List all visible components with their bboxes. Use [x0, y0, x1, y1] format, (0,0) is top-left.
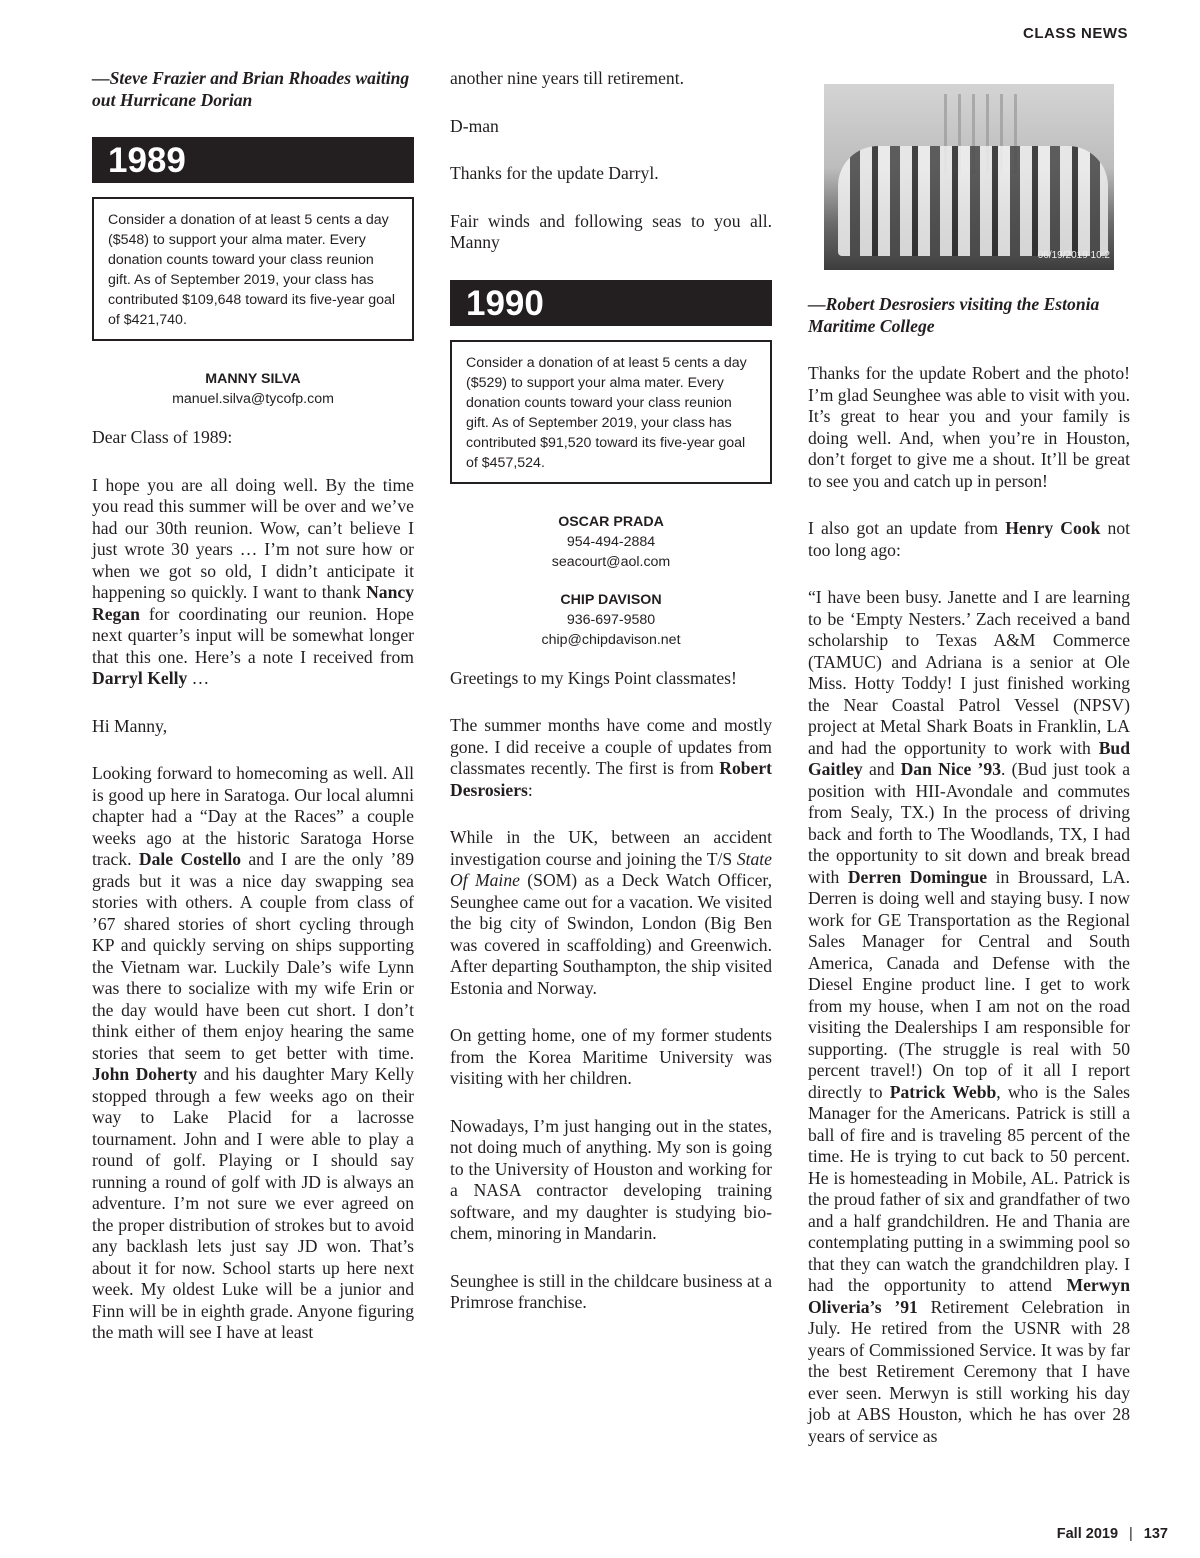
classmate-name: Darryl Kelly [92, 668, 188, 688]
paragraph: Nowadays, I’m just hanging out in the states, not doing much of anything. My son is going to the University of Houston and working for a NASA contractor developing training software, and my daughter is studying bio-chem, minoring in Mandarin. [450, 1115, 772, 1243]
paragraph: Hi Manny, [92, 715, 168, 736]
contact-phone: 954-494-2884 [566, 533, 656, 550]
paragraph: another nine years till retirement. [450, 68, 685, 88]
class-contact [450, 512, 772, 572]
paragraph: Thanks for the update Robert and the photo! I’m glad Seunghee was able to visit with you. It’s great to hear you and your family is doing well. And, when you’re in Houston, don’t forget to give me a shout. It’ll be great to see you and catch up in person! [808, 363, 1131, 491]
paragraph: Thanks for the update Darryl. [450, 163, 659, 183]
paragraph: I also got an update from Henry Cook not too long ago: [808, 518, 1130, 560]
classmate-name: Nancy Regan [92, 582, 414, 624]
contact-name: MANNY SILVA [205, 371, 301, 387]
classmate-name: Merwyn Oliveria’s ’91 [808, 1275, 1130, 1317]
footer-separator: | [1129, 1526, 1133, 1542]
classmate-name: Bud Gaitley [808, 737, 1130, 779]
section-label: CLASS NEWS [1022, 25, 1128, 42]
page-footer [1057, 1526, 1168, 1542]
paragraph: The summer months have come and mostly gone. I did receive a couple of updates from classmates recently. The first is from Robert Desrosiers: [450, 715, 772, 800]
donation-box: Consider a donation of at least 5 cents a day ($529) to support your alma mater. Every donation counts toward your class reunion gift. As of September 2019, your class has contributed $91,520 toward its five-year goal of $457,524. [450, 340, 772, 484]
class-contact [92, 369, 414, 409]
donation-box: Consider a donation of at least 5 cents a day ($548) to support your alma mater. Every donation counts toward your class reunion gift. As of September 2019, your class has contributed $109,648 toward its five-year goal of $421,740. [92, 197, 414, 341]
paragraph: D-man [450, 115, 499, 136]
class-contact [450, 590, 772, 650]
photo-caption: —Steve Frazier and Brian Rhoades waiting out Hurricane Dorian [92, 68, 410, 110]
classmate-name: Dan Nice ’93 [900, 759, 1001, 779]
paragraph: While in the UK, between an accident investigation course and joining the T/S State Of Maine (SOM) as a Deck Watch Officer, Seunghee came out for a vacation. We visited the big city of Swindon, London (Big Ben was covered in scaffolding) and Greenwich. After departing Southampton, the ship visited Estonia and Norway. [450, 827, 772, 998]
contact-phone: 936-697-9580 [566, 611, 656, 628]
class-year-heading: 1990 [450, 280, 772, 326]
column-2 [450, 68, 772, 1340]
page-number: 137 [1143, 1526, 1168, 1542]
paragraph: Looking forward to homecoming as well. All is good up here in Saratoga. Our local alumni chapter had a “Day at the Races” a couple weeks ago at the historic Saratoga Horse track. Dale Costello and I are the only ’89 grads but it was a nice day swapping sea stories with others. A couple from class of ’67 shared stories of short cycling through KP and quickly serving on ships supporting the Vietnam war. Luckily Dale’s wife Lynn was there to socialize with my wife Erin or the day would have been cut short. I don’t think either of them enjoy hearing the same stories that seem to get better with time. John Doherty and his daughter Mary Kelly stopped through a few weeks ago on their way to Lake Placid for a lacrosse tournament. John and I were able to play a round of golf. Playing or I should say running a round of golf with JD is always an adventure. I’m not sure we ever agreed on the proper distribution of strokes but to avoid any backlash lets just say JD won. That’s about it for now. School starts up here next week. My oldest Luke will be a junior and Finn will be in eighth grade. Anyone figuring the math will see I have at least [92, 763, 414, 1342]
paragraph: Greetings to my Kings Point classmates! [450, 667, 737, 688]
paragraph: Seunghee is still in the childcare business at a Primrose franchise. [450, 1270, 772, 1312]
photo-caption: —Robert Desrosiers visiting the Estonia Maritime College [808, 294, 1100, 336]
column-3 [808, 68, 1130, 1473]
contact-email: chip@chipdavison.net [541, 631, 681, 648]
group-photo [824, 84, 1114, 270]
paragraph: “I have been busy. Janette and I are learning to be ‘Empty Nesters.’ Zach received a band scholarship to Texas A&M Commerce (TAMUC) and Adriana is a senior at Ole Miss. Hotty Toddy! I just finished working the Near Coastal Patrol Vessel (NPSV) project at Metal Shark Boats in Franklin, LA and had the opportunity to work with Bud Gaitley and Dan Nice ’93. (Bud just took a position with HII-Avondale and commutes from Sealy, TX.) In the process of driving back and forth to The Woodlands, TX, I had the opportunity to sit down and break bread with Derren Domingue in Broussard, LA. Derren is doing well and staying busy. I now work for GE Transportation as the Regional Sales Manager for Central and South America, Canada and Defense with the Diesel Engine product line. I get to work from my house, when I am not on the road visiting the Dealerships I am responsible for supporting. (The struggle is real with 50 percent travel!) On top of it all I report directly to Patrick Webb, who is the Sales Manager for the Americans. Patrick is still a ball of fire and is traveling 85 percent of the time. He is trying to cut back to 50 percent. He is homesteading in Mobile, AL. Patrick is the proud father of six and grandfather of two and a half grandchildren. He and Thania are contemplating putting in a swimming pool so that they can watch the grandchildren play. I had the opportunity to attend Merwyn Oliveria’s ’91 Retirement Celebration in July. He retired from the USNR with 28 years of Commissioned Service. It was by far the best Retirement Ceremony that I have ever seen. Merwyn is still working his day job at ABS Houston, which he has over 28 years of service as [808, 587, 1131, 1446]
classmate-name: Dale Costello [138, 849, 242, 869]
paragraph: Fair winds and following seas to you all. Manny [450, 210, 772, 252]
issue-label: Fall 2019 [1056, 1526, 1119, 1542]
contact-email: seacourt@aol.com [551, 553, 671, 570]
classmate-name: Robert Desrosiers [450, 758, 772, 800]
people-graphic [838, 146, 1108, 256]
classmate-name: John Doherty [92, 1064, 198, 1084]
classmate-name: Henry Cook [1005, 518, 1101, 538]
classmate-name: Patrick Webb [889, 1081, 997, 1102]
classmate-name: Derren Domingue [847, 866, 988, 887]
photo-timestamp: 06/19/2019 10:2 [1037, 249, 1110, 261]
contact-name: CHIP DAVISON [560, 591, 662, 608]
contact-email: manuel.silva@tycofp.com [172, 391, 334, 407]
column-1 [92, 68, 414, 1370]
class-year-heading: 1989 [92, 137, 414, 183]
paragraph: I hope you are all doing well. By the time you read this summer will be over and we’ve had our 30th reunion. Wow, can’t believe I just wrote 30 years … I’m not sure how or when we got so old, I didn’t anticipate it happening so quickly. I want to thank Nancy Regan for coordinating our reunion. Hope next quarter’s input will be somewhat longer that this one. Here’s a note I received from Darryl Kelly … [92, 474, 414, 688]
ship-name: State Of Maine [450, 848, 772, 890]
paragraph: Dear Class of 1989: [92, 427, 233, 447]
contact-name: OSCAR PRADA [558, 513, 664, 530]
paragraph: On getting home, one of my former students from the Korea Maritime University was visiting with her children. [450, 1025, 772, 1088]
